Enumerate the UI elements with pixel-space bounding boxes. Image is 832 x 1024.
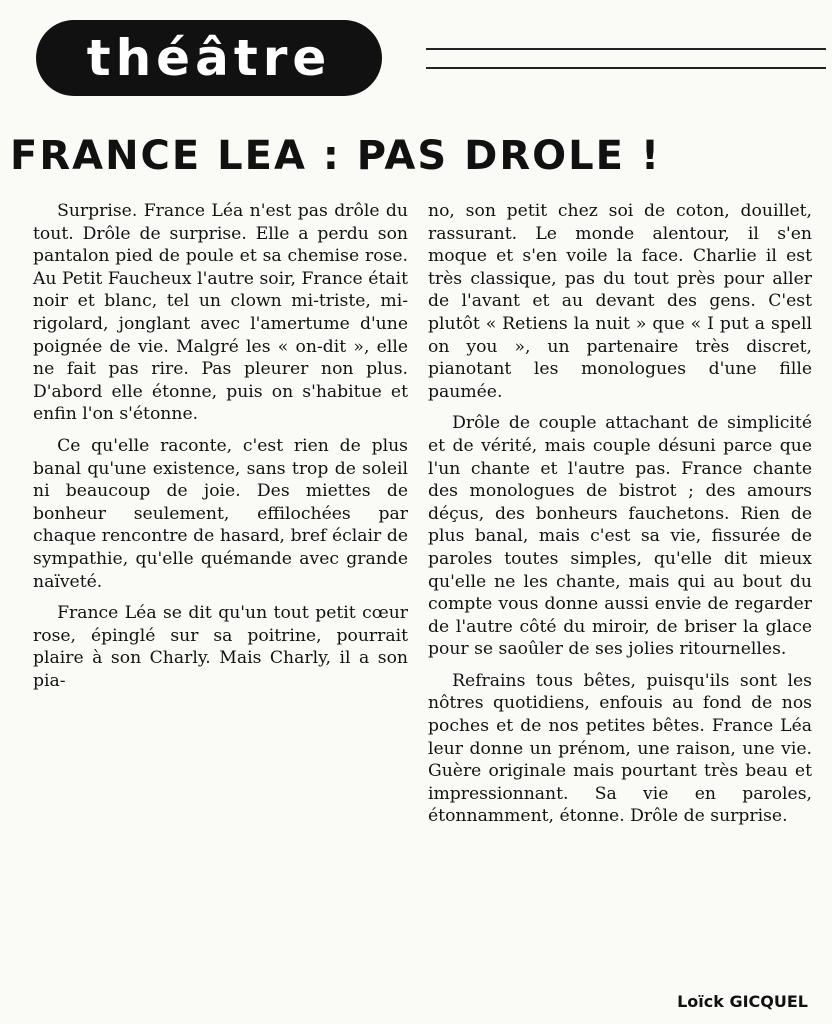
article-column-left	[33, 200, 408, 701]
header-rules	[426, 48, 826, 86]
article-paragraph: Surprise. France Léa n'est pas drôle du tout. Drôle de surprise. Elle a perdu son pantalon pied de poule et sa chemise rose. Au Petit Faucheux l'autre soir, France était noir et blanc, tel un clown mi-triste, mi-rigolard, jonglant avec l'amertume d'une poignée de vie. Malgré les « on-dit », elle ne fait pas rire. Pas pleurer non plus. D'abord elle étonne, puis on s'habitue et enfin l'on s'étonne.	[33, 201, 408, 425]
section-rubric-label: théâtre	[86, 29, 332, 87]
article-paragraph: Refrains tous bêtes, puisqu'ils sont les nôtres quotidiens, enfouis au fond de nos poches et de nos petites bêtes. France Léa leur donne un prénom, une raison, une vie. Guère originale mais pourtant très beau et impressionnant. Sa vie en paroles, étonnamment, étonne. Drôle de surprise.	[428, 670, 812, 827]
article-paragraph: no, son petit chez soi de coton, douillet, rassurant. Le monde alentour, il s'en moque et s'en voile la face. Charlie il est très classique, pas du tout près pour aller de l'avant et au devant des gens. C'est plutôt « Retiens la nuit » que « I put a spell on you », un partenaire très discret, pianotant les monologues d'une fille paumée.	[428, 201, 812, 402]
article-paragraph: Drôle de couple attachant de simplicité et de vérité, mais couple désuni parce que l'un chante et l'autre pas. France chante des monologues de bistrot ; des amours déçus, des bonheurs fauchetons. Rien de plus banal, mais c'est sa vie, fissurée de paroles toutes simples, qu'elle dit mieux qu'elle ne les chante, mais qui au bout du compte vous donne aussi envie de regarder de l'autre côté du miroir, de briser la glace pour se saoûler de ses jolies ritournelles.	[428, 413, 812, 660]
header-rule	[426, 67, 826, 69]
author-byline: Loïck GICQUEL	[677, 992, 808, 1011]
article-column-right	[428, 200, 812, 837]
header-rule	[426, 48, 826, 50]
article-paragraph: Ce qu'elle raconte, c'est rien de plus banal qu'une existence, sans trop de soleil ni beaucoup de joie. Des miettes de bonheur seulement, effilochées par chaque rencontre de hasard, bref éclair de sympathie, qu'elle quémande avec grande naïveté.	[33, 435, 408, 592]
article-paragraph: France Léa se dit qu'un tout petit cœur rose, épinglé sur sa poitrine, pourrait plaire à son Charly. Mais Charly, il a son pia-	[33, 603, 408, 691]
article-headline: FRANCE LEA : PAS DROLE !	[10, 133, 662, 179]
section-rubric-badge	[36, 20, 382, 96]
